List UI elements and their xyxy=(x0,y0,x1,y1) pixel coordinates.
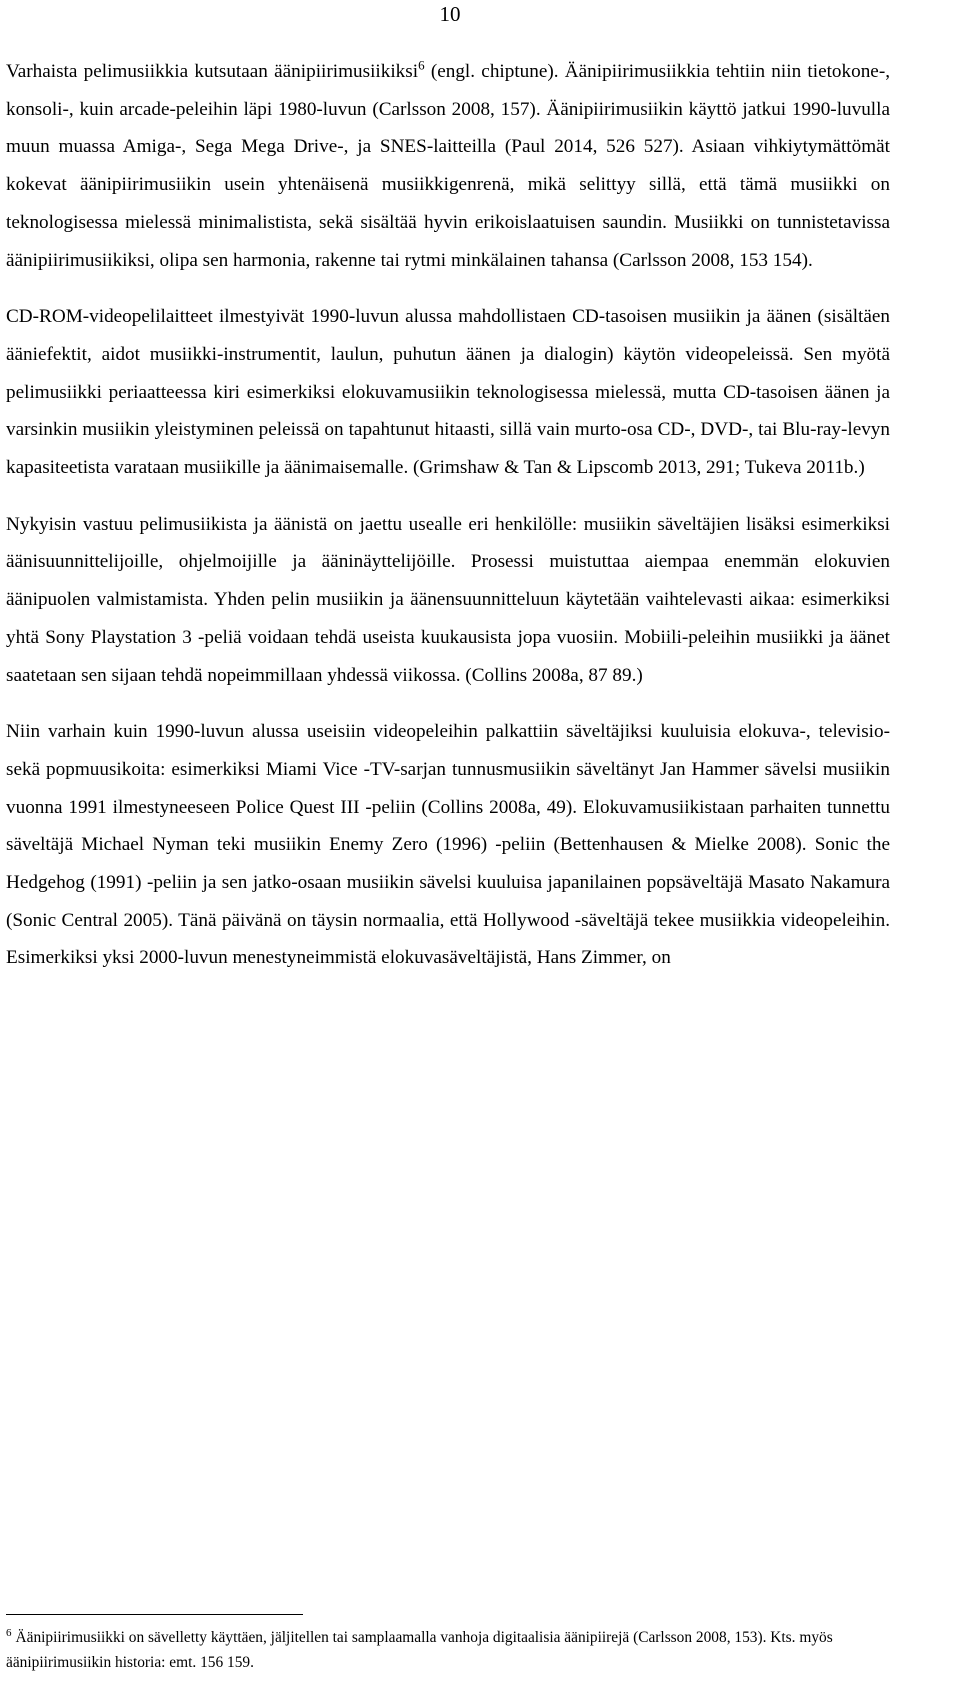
paragraph-composers: Niin varhain kuin 1990-luvun alussa useisiin videopeleihin palkattiin säveltäjiksi kuuluisia elokuva-, televisio- sekä popmuusikoita: esimerkiksi Miami Vice -TV-sarjan tunnusmusiikin säveltänyt Jan Hammer sävelsi musiikin vuonna 1991 ilmestyneeseen Police Quest III -peliin (Collins 2008a, 49). Elokuvamusiikistaan parhaiten tunnettu säveltäjä Michael Nyman teki musiikin Enemy Zero (1996) -peliin (Bettenhausen & Mielke 2008). Sonic the Hedgehog (1991) -peliin ja sen jatko-osaan musiikin sävelsi kuuluisa japanilainen popsäveltäjä Masato Nakamura (Sonic Central 2005). Tänä päivänä on täysin normaalia, että Hollywood -säveltäjä tekee musiikkia videopeleihin. Esimerkiksi yksi 2000-luvun menestyneimmistä elokuvasäveltäjistä, Hans Zimmer, on xyxy=(6,721,890,969)
page-number: 10 xyxy=(439,2,461,26)
body-text xyxy=(6,53,890,977)
footnote xyxy=(6,1625,890,1675)
paragraph-responsibility: Nykyisin vastuu pelimusiikista ja äänistä on jaettu usealle eri henkilölle: musiikin säveltäjien lisäksi esimerkiksi äänisuunnittelijoille, ohjelmoijille ja ääninäyttelijöille. Prosessi muistuttaa aiempaa enemmän elokuvien äänipuolen valmistamista. Yhden pelin musiikin ja äänensuunnitteluun käytetään vaihtelevasti aikaa: esimerkiksi yhtä Sony Playstation 3 -peliä voidaan tehdä useista kuukausista jopa vuosiin. Mobiili-peleihin musiikki ja äänet saatetaan sen sijaan tehdä nopeimmillaan yhdessä viikossa. (Collins 2008a, 87 89.) xyxy=(6,513,890,686)
paragraph-cd-rom: CD-ROM-videopelilaitteet ilmestyivät 1990-luvun alussa mahdollistaen CD-tasoisen musiikin ja äänen (sisältäen ääniefektit, aidot musiikki-instrumentit, laulun, puhutun äänen ja dialogin) käytön videopeleissä. Sen myötä pelimusiikki periaatteessa kiri esimerkiksi elokuvamusiikin teknologisessa mielessä, mutta CD-tasoisen äänen ja varsinkin musiikin yleistyminen peleissä on tapahtunut hitaasti, sillä vain murto-osa CD-, DVD-, tai Blu-ray-levyn kapasiteetista varataan musiikille ja äänimaisemalle. (Grimshaw & Tan & Lipscomb 2013, 291; Tukeva 2011b.) xyxy=(6,306,890,479)
footnote-reference: 6 xyxy=(418,57,425,73)
paragraph-chiptune-text-end: (engl. chiptune). Äänipiirimusiikkia tehtiin niin tietokone-, konsoli-, kuin arcade-peleihin läpi 1980-luvun (Carlsson 2008, 157). Äänipiirimusiikin käyttö jatkui 1990-luvulla muun muassa Amiga-, Sega Mega Drive-, ja SNES-laitteilla (Paul 2014, 526 527). Asiaan vihkiytymättömät kokevat äänipiirimusiikin usein yhtenäisenä musiikkigenrenä, mikä selittyy sillä, että tämä musiikki on teknologisessa mielessä minimalistista, sekä sisältää hyvin erikoislaatuisen saundin. Musiikki on tunnistetavissa äänipiirimusiikiksi, olipa sen harmonia, rakenne tai rytmi minkälainen tahansa (Carlsson 2008, 153 154). xyxy=(6,61,891,271)
footnote-text: Äänipiirimusiikki on sävelletty käyttäen, jäljitellen tai samplaamalla vanhoja digitaalisia äänipiirejä (Carlsson 2008, 153). Kts. myös äänipiirimusiikin historia: emt. 156 159. xyxy=(6,1629,833,1671)
footnote-mark: 6 xyxy=(6,1626,12,1639)
paragraph-chiptune-text-start: Varhaista pelimusiikkia kutsutaan äänipiirimusiikiksi xyxy=(6,61,419,82)
paragraph-chiptune xyxy=(6,53,890,279)
footnote-divider xyxy=(6,1614,303,1615)
